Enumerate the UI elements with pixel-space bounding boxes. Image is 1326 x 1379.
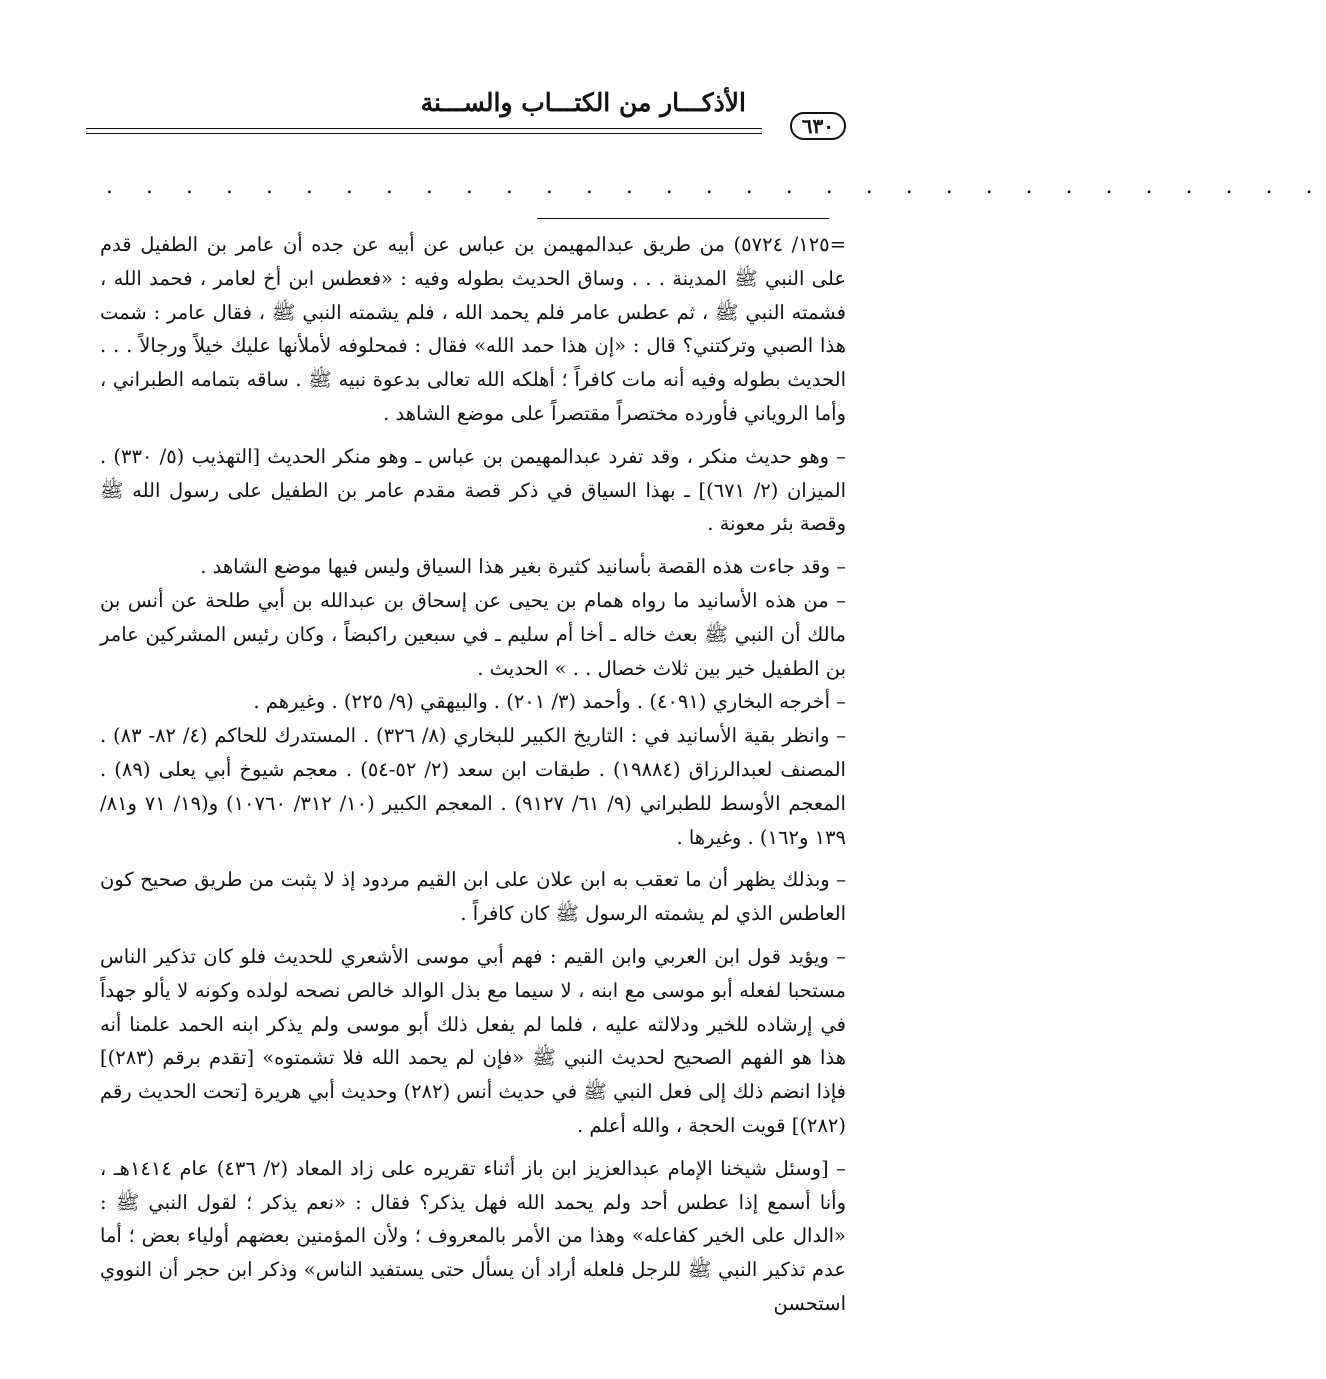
running-title: الأذكـــار من الكتـــاب والســـنة [420, 88, 746, 117]
header-rule-top [86, 128, 762, 129]
paragraph: – وبذلك يظهر أن ما تعقب به ابن علان على ابن القيم مردود إذ لا يثبت من طريق صحيح كون العاطس الذي لم يشمته الرسول ﷺ كان كافراً . [100, 868, 846, 926]
paragraph: – ويؤيد قول ابن العربي وابن القيم : فهم أبي موسى الأشعري للحديث فلو كان تذكير الناس مستحبا لفعله أبو موسى مع ابنه ، لا سيما مع بذل الوالد خالص نصحه لولده وكونه لا يألو جهداً في إرشاده للخير ودلالته عليه ، فلما لم يفعل ذلك أبو موسى ولم يذكر ابنه الحمد علمنا أنه هذا هو الفهم الصحيح لحديث النبي ﷺ «فإن لم يحمد الله فلا تشمتوه» [تقدم برقم (٢٨٣)] فإذا انضم ذلك إلى فعل النبي ﷺ في حديث أنس (٢٨٢) وحديث أبي هريرة [تحت الحديث رقم (٢٨٢)] قويت الحجة ، والله أعلم . [100, 944, 846, 1137]
paragraph: – وقد جاءت هذه القصة بأسانيد كثيرة بغير هذا السياق وليس فيها موضع الشاهد . [200, 555, 846, 579]
paragraph: – أخرجه البخاري (٤٠٩١) . وأحمد (٣/ ٢٠١) . والبيهقي (٩/ ٢٢٥) . وغيرهم . [253, 690, 846, 714]
footnote-separator [537, 218, 829, 219]
page-header [86, 76, 846, 148]
paragraph: – من هذه الأسانيد ما رواه همام بن يحيى عن إسحاق بن عبدالله بن أبي طلحة عن أنس بن مالك أن النبي ﷺ بعث خاله ـ أخا أم سليم ـ في سبعين راكبضاً ، وكان رئيس المشركين عامر بن الطفيل خير بين ثلاث خصال . . » الحديث . [100, 588, 846, 680]
paragraph: =١٢٥/ ٥٧٢٤) من طريق عبدالمهيمن بن عباس عن أبيه عن جده أن عامر بن الطفيل قدم على النبي ﷺ المدينة . . . وساق الحديث بطوله وفيه : «فعطس ابن أخ لعامر ، فحمد الله ، فشمته النبي ﷺ ، ثم عطس عامر فلم يحمد الله ، فلم يشمته النبي ﷺ ، فقال عامر : شمت هذا الصبي وتركتني؟ قال : «إن هذا حمد الله» فقال : فمحلوفه لأملأنها عليك خيلاً ورجالاً . . . الحديث بطوله وفيه أنه مات كافراً ؛ أهلكه الله تعالى بدعوة نبيه ﷺ . ساقه بتمامه الطبراني ، وأما الروياني فأورده مختصراً مقتصراً على موضع الشاهد . [100, 233, 846, 425]
paragraph: – [وسئل شيخنا الإمام عبدالعزيز ابن باز أثناء تقريره على زاد المعاد (٢/ ٤٣٦) عام ١٤١٤هـ ، وأنا أسمع إذا عطس أحد ولم يحمد الله فهل يذكر؟ فقال : «نعم يذكر ؛ لقول النبي ﷺ : «الدال على الخير كفاعله» وهذا من الأمر بالمعروف ؛ ولأن المؤمنين بعضهم أولياء بعض ؛ أما عدم تذكير النبي ﷺ للرجل فلعله أراد أن يسأل حتى يستفيد الناس» وذكر ابن حجر أن النووي استحسن [100, 1156, 846, 1315]
footnote-text [100, 228, 846, 1321]
dotted-separator: . . . . . . . . . . . . . . . . . . . . . . . . . . . . . . . [106, 174, 1326, 199]
paragraph: – وهو حديث منكر ، وقد تفرد عبدالمهيمن بن عباس ـ وهو منكر الحديث [التهذيب (٥/ ٣٣٠) . الميزان (٢/ ٦٧١)] ـ بهذا السياق في ذكر قصة مقدم عامر بن الطفيل على رسول الله ﷺ وقصة بئر معونة . [100, 444, 846, 536]
paragraph: – وانظر بقية الأسانيد في : التاريخ الكبير للبخاري (٨/ ٣٢٦) . المستدرك للحاكم (٤/ ٨٢- ٨٣) . المصنف لعبدالرزاق (١٩٨٨٤) . طبقات ابن سعد (٢/ ٥٢-٥٤) . معجم شيوخ أبي يعلى (٨٩) . المعجم الأوسط للطبراني (٩/ ٦١/ ٩١٢٧) . المعجم الكبير (١٠/ ٣١٢/ ١٠٧٦٠) و(١٩/ ٧١ و٨١/ ١٣٩ و١٦٢) . وغيرها . [100, 724, 846, 849]
page-number: ٦٣٠ [790, 112, 846, 140]
header-rule-bottom [86, 133, 762, 134]
